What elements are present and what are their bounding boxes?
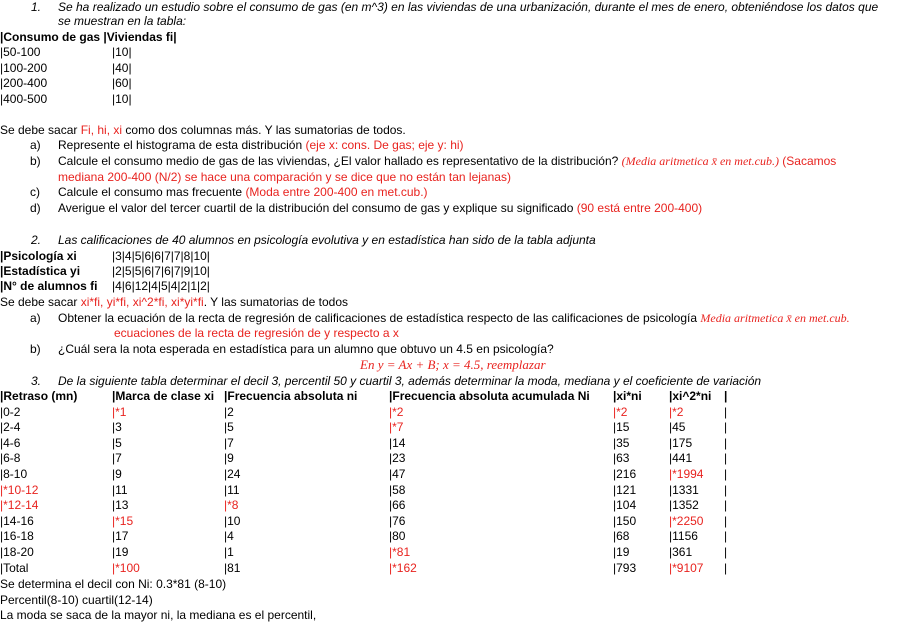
q3-table-cell: |150 [613, 513, 637, 528]
q1-text-line1: Se ha realizado un estudio sobre el consumo de gas (en m^3) en las viviendas de una urbanización, durante el mes de enero, obteniéndose los datos que [58, 0, 879, 14]
q1-item-c [58, 185, 428, 199]
q2-row-values: |3|4|5|6|6|7|7|8|10| [112, 249, 210, 263]
q2-item-a [58, 311, 850, 325]
q1-row-range: |400-500 [0, 91, 48, 106]
q1-row-range: |200-400 [0, 76, 48, 90]
q3-table-cell: |793 [613, 560, 637, 575]
q3-table-cell: |*9107 [669, 560, 704, 575]
q3-table-cell: | [724, 451, 728, 466]
q2-row-label: |N° de alumnos fi [0, 279, 98, 293]
q3-table-cell: |19 [112, 545, 129, 559]
q3-table-cell: |*1 [112, 404, 127, 419]
q3-table-cell: |7 [112, 451, 122, 466]
q3-table-cell: |3 [112, 420, 122, 435]
q1-item-a-letter: a) [30, 138, 41, 152]
q3-table-cell: |23 [389, 451, 406, 466]
q3-number: 3. [31, 374, 42, 388]
q3-table-cell: | [724, 467, 728, 481]
q3-table-cell: |17 [112, 529, 129, 544]
q3-table-cell: |*12-14 [0, 498, 39, 513]
q1-item-d-text: Averigue el valor del tercer cuartil de la distribución del consumo de gas y explique su significado [58, 201, 577, 215]
q2-number: 2. [31, 233, 42, 247]
q2-note-pre: Se debe sacar [0, 295, 81, 309]
q3-table-cell: |14-16 [0, 513, 34, 528]
q3-table-cell: | [724, 435, 728, 450]
q3-table-cell: |63 [613, 451, 630, 466]
q3-table-cell: |81 [224, 560, 241, 575]
q1-item-c-letter: c) [30, 185, 40, 199]
q3-table-cell: |1 [224, 545, 234, 559]
q1-note-red: Fi, hi, xi [80, 123, 123, 137]
q2-item-b-math: En y = Ax + B; x = 4.5, reemplazar [360, 357, 546, 372]
q3-table-cell: |361 [669, 545, 693, 559]
q3-table-cell: |Total [0, 560, 29, 575]
q3-table-cell: | [724, 529, 728, 544]
q3-table-cell: |*2 [613, 404, 628, 419]
q2-item-a-red2: ecuaciones de la recta de regresión de y respecto a x [114, 326, 399, 340]
q1-row-count: |10| [112, 91, 132, 106]
q3-table-cell: |*1994 [669, 467, 704, 481]
q2-row-values: |4|6|12|4|5|4|2|1|2| [112, 279, 210, 293]
q1-item-d-letter: d) [30, 201, 41, 215]
q3-table-cell: | [724, 560, 728, 575]
q2-item-a-letter: a) [30, 311, 41, 325]
q3-table-cell: |24 [224, 467, 241, 481]
q3-header-cell: | [724, 389, 728, 403]
q3-table-cell: |6-8 [0, 451, 21, 466]
q3-table-cell: |10 [224, 513, 241, 528]
q3-after-line1: Se determina el decil con Ni: 0.3*81 (8-10) [0, 577, 227, 591]
q1-item-b-red2: mediana 200-400 (N/2) se hace una comparación y se dice que no están tan lejanas) [58, 170, 511, 184]
q2-row-values: |2|5|5|6|7|6|7|9|10| [112, 264, 210, 278]
q3-table-cell: |175 [669, 435, 693, 450]
q3-table-cell: |16-18 [0, 529, 34, 544]
q3-table-cell: |441 [669, 451, 693, 466]
q1-item-a-red: (eje x: cons. De gas; eje y: hi) [305, 138, 464, 152]
q1-note-pre: Se debe sacar [0, 123, 81, 137]
q1-item-a-text: Represente el histograma de esta distribución [58, 138, 306, 152]
q3-table-cell: |11 [224, 482, 240, 497]
q2-item-b-letter: b) [30, 342, 41, 356]
q3-table-cell: |7 [224, 435, 234, 450]
q3-table-cell: |35 [613, 435, 630, 450]
q3-table-cell: |1352 [669, 498, 699, 513]
q1-item-b [58, 154, 836, 168]
q3-table-cell: |4-6 [0, 435, 21, 450]
q3-table-cell: |*10-12 [0, 482, 39, 497]
q3-header-cell: |Retraso (mn) [0, 389, 78, 403]
q1-item-b-letter: b) [30, 154, 41, 168]
q2-text: Las calificaciones de 40 alumnos en psicología evolutiva y en estadística han sido de la tabla adjunta [58, 233, 596, 247]
q3-table-cell: | [724, 498, 728, 513]
q1-number: 1. [31, 0, 42, 14]
q1-row-count: |40| [112, 60, 132, 75]
q3-table-cell: | [724, 404, 728, 419]
q3-table-cell: |216 [613, 467, 637, 481]
q1-row-range: |100-200 [0, 60, 48, 75]
q1-item-b-text: Calcule el consumo medio de gas de las viviendas, ¿El valor hallado es representativo de la distribución? [58, 154, 622, 168]
q3-table-cell: | [724, 420, 728, 435]
q3-table-cell: |*8 [224, 498, 239, 513]
q1-item-c-red: (Moda entre 200-400 en met.cub.) [245, 185, 428, 199]
q2-row-label: |Estadística yi [0, 264, 81, 278]
q3-table-cell: |13 [112, 498, 129, 513]
q3-table-cell: |*81 [389, 545, 411, 559]
q3-table-cell: |2 [224, 404, 234, 419]
q3-header-cell: |Frecuencia absoluta ni [224, 389, 358, 403]
q3-table-cell: |*2250 [669, 513, 704, 528]
q3-table-cell: |121 [613, 482, 637, 497]
q3-table-cell: |2-4 [0, 420, 21, 435]
q2-row-label: |Psicología xi [0, 249, 77, 263]
q3-table-cell: |9 [112, 467, 122, 481]
q1-item-a [58, 138, 464, 152]
q1-row-count: |10| [112, 45, 132, 59]
q2-item-a-text: Obtener la ecuación de la recta de regresión de calificaciones de estadística respecto de las calificaciones de psicología [58, 311, 701, 325]
q3-after-line2: Percentil(8-10) cuartil(12-14) [0, 593, 153, 607]
q3-table-cell: | [724, 482, 728, 497]
q3-table-cell: |*100 [112, 560, 140, 575]
q1-text-line2: se muestran en la tabla: [58, 14, 187, 28]
q3-table-cell: |45 [669, 420, 686, 435]
q1-row-count: |60| [112, 76, 132, 90]
q3-table-cell: |19 [613, 545, 630, 559]
q3-table-cell: |5 [224, 420, 234, 435]
q3-table-cell: |9 [224, 451, 234, 466]
q1-note [0, 123, 406, 137]
q1-row-range: |50-100 [0, 45, 41, 59]
q3-table-cell: |68 [613, 529, 630, 544]
q1-item-d-red: (90 está entre 200-400) [576, 201, 703, 215]
q3-table-cell: |14 [389, 435, 406, 450]
q3-header-cell: |xi*ni [613, 389, 642, 403]
q3-table-cell: |0-2 [0, 404, 21, 419]
q1-item-b-red1: (Sacamos [778, 154, 837, 168]
q3-text: De la siguiente tabla determinar el decil 3, percentil 50 y cuartil 3, además determinar la moda, mediana y el coeficiente de variación [58, 374, 762, 388]
q3-table-cell: |*7 [389, 420, 404, 435]
q3-table-cell: |*2 [669, 404, 684, 419]
q3-table-cell: |*162 [389, 560, 417, 575]
q1-note-post: como dos columnas más. Y las sumatorias de todos. [122, 123, 406, 137]
q3-header-cell: |xi^2*ni [669, 389, 712, 403]
q2-item-a-math: Media aritmetica x̄ en met.cub. [700, 311, 850, 325]
q2-note-red: xi*fi, yi*fi, xi^2*fi, xi*yi*fi [80, 295, 204, 309]
q3-table-cell: | [724, 545, 728, 559]
q3-after-line3: La moda se saca de la mayor ni, la mediana es el percentil, [0, 608, 317, 622]
q1-item-d [58, 201, 702, 215]
q3-table-cell: |18-20 [0, 545, 34, 559]
q3-table-cell: |5 [112, 435, 122, 450]
q1-item-b-math: (Media aritmetica x̄ en met.cub.) [621, 154, 779, 168]
q3-header-cell: |Marca de clase xi [112, 389, 215, 403]
q3-table-cell: |1156 [669, 529, 698, 544]
q3-table-cell: | [724, 513, 728, 528]
q3-table-cell: |80 [389, 529, 406, 544]
q3-table-cell: |104 [613, 498, 637, 513]
q3-table-cell: |47 [389, 467, 406, 481]
q3-table-cell: |66 [389, 498, 406, 513]
q3-table-cell: |*15 [112, 513, 134, 528]
q3-table-cell: |15 [613, 420, 630, 435]
q3-table-cell: |58 [389, 482, 406, 497]
q3-table-cell: |11 [112, 482, 128, 497]
q1-table-header: |Consumo de gas |Viviendas fi| [0, 30, 177, 44]
q3-table-cell: |1331 [669, 482, 699, 497]
q3-table-cell: |8-10 [0, 467, 28, 481]
q2-note-post: . Y las sumatorias de todos [203, 295, 349, 309]
q3-header-cell: |Frecuencia absoluta acumulada Ni [389, 389, 590, 403]
q1-item-c-text: Calcule el consumo mas frecuente [58, 185, 246, 199]
q3-table-cell: |4 [224, 529, 234, 544]
q2-note [0, 295, 348, 309]
q3-table-cell: |76 [389, 513, 406, 528]
q2-item-b-text: ¿Cuál sera la nota esperada en estadística para un alumno que obtuvo un 4.5 en psicología? [58, 342, 554, 356]
q3-table-cell: |*2 [389, 404, 404, 419]
